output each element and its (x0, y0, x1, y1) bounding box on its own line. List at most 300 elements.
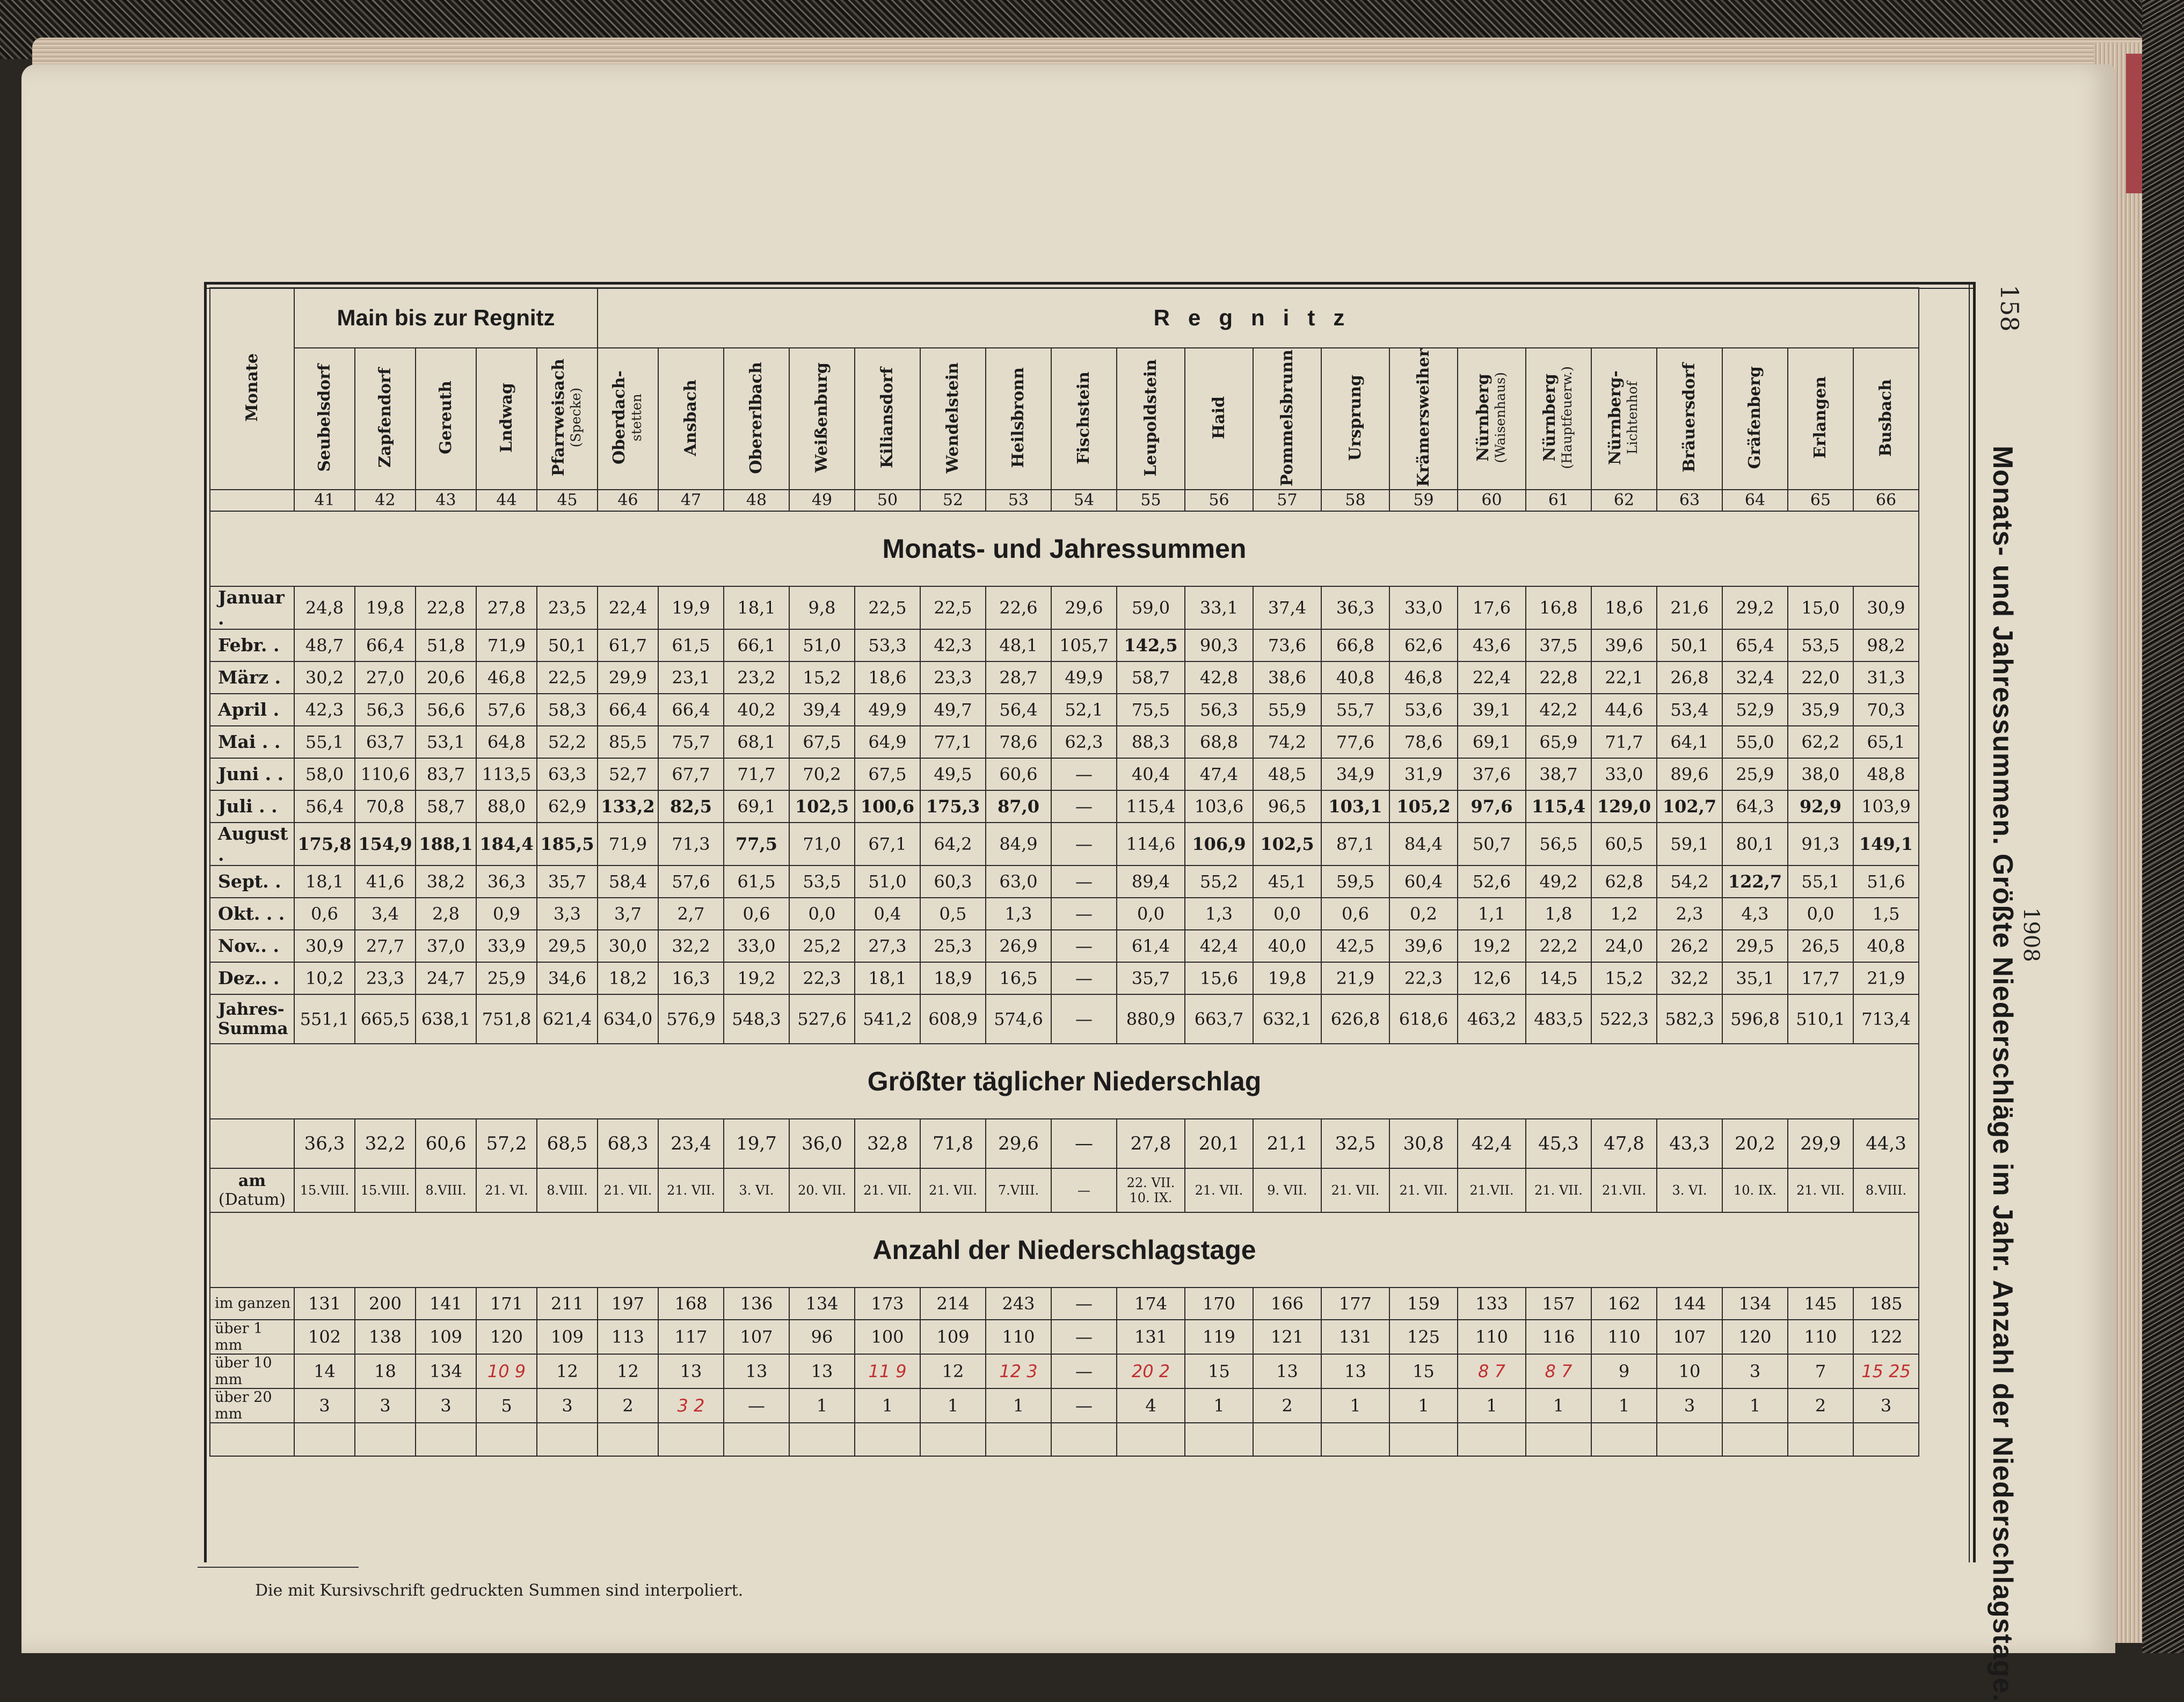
max-daily-value: 20,2 (1722, 1119, 1788, 1168)
max-daily-date: 8.VIII. (416, 1168, 476, 1212)
rain-days-value-annotated: 15 25 (1853, 1354, 1919, 1388)
table-tail-cell (416, 1423, 476, 1456)
month-value: 53,6 (1389, 694, 1458, 726)
month-value: 22,4 (598, 586, 658, 629)
month-value: 23,3 (920, 661, 986, 694)
station-name-text: Krämersweiher (1414, 348, 1433, 487)
annual-sum-value: 527,6 (789, 994, 855, 1044)
month-value: 34,9 (1321, 758, 1389, 790)
month-value: 28,7 (986, 661, 1051, 694)
rain-days-value: 3 (416, 1388, 476, 1423)
month-value: 0,5 (920, 898, 986, 930)
month-value: 0,6 (294, 898, 355, 930)
annual-sum-value: 665,5 (355, 994, 416, 1044)
station-name (682, 380, 700, 456)
max-daily-value: 20,1 (1185, 1119, 1253, 1168)
month-value: 71,9 (476, 629, 537, 661)
station-name-text: Nürnberg (1473, 374, 1493, 462)
station-header (1591, 348, 1657, 490)
month-value: 0,2 (1389, 898, 1458, 930)
table-row (210, 1288, 1919, 1320)
rain-days-value: 109 (416, 1320, 476, 1354)
station-name (1877, 379, 1895, 457)
station-number: 49 (789, 490, 855, 511)
station-name (498, 383, 515, 453)
station-name (944, 362, 962, 474)
month-value: 68,8 (1185, 726, 1253, 758)
rain-days-value: 125 (1389, 1320, 1458, 1354)
month-value: 35,1 (1722, 962, 1788, 994)
month-value: 49,7 (920, 694, 986, 726)
max-daily-date: — (1051, 1168, 1117, 1212)
month-value: 70,2 (789, 758, 855, 790)
table-tail-cell (1722, 1423, 1788, 1456)
month-value: 29,2 (1722, 586, 1788, 629)
month-value: 40,0 (1253, 930, 1321, 962)
station-name-text: Bräuersdorf (1680, 362, 1699, 472)
max-daily-value: — (1051, 1119, 1117, 1168)
rain-days-value: 14 (294, 1354, 355, 1388)
month-value: 113,5 (476, 758, 537, 790)
station-header (1526, 348, 1591, 490)
station-name (1607, 370, 1641, 465)
station-number: 54 (1051, 490, 1117, 511)
month-value: 42,2 (1526, 694, 1591, 726)
month-value: 35,9 (1788, 694, 1853, 726)
station-header (1051, 348, 1117, 490)
month-value: 24,7 (416, 962, 476, 994)
month-value: 103,1 (1321, 790, 1389, 823)
rain-days-value: 1 (1321, 1388, 1389, 1423)
month-value: 3,4 (355, 898, 416, 930)
month-value: 49,2 (1526, 865, 1591, 898)
month-label: Juli . . (210, 790, 294, 823)
station-number: 61 (1526, 490, 1591, 511)
rain-days-value: 10 (1657, 1354, 1722, 1388)
month-value: 48,7 (294, 629, 355, 661)
month-value: 42,3 (920, 629, 986, 661)
annual-sum-value: 582,3 (1657, 994, 1722, 1044)
rain-days-value: 116 (1526, 1320, 1591, 1354)
month-value: 96,5 (1253, 790, 1321, 823)
station-name-text: Zapfendorf (375, 368, 395, 468)
max-daily-value: 32,2 (355, 1119, 416, 1168)
month-value: 75,5 (1117, 694, 1185, 726)
station-name-text: Lndwag (497, 382, 516, 453)
rain-days-value: 174 (1117, 1288, 1185, 1320)
month-value: 1,3 (986, 898, 1051, 930)
rain-days-value: 2 (1788, 1388, 1853, 1423)
rain-days-value: 211 (537, 1288, 598, 1320)
table-row (210, 661, 1919, 694)
rain-days-value-annotated: 8 7 (1526, 1354, 1591, 1388)
max-daily-value: 71,8 (920, 1119, 986, 1168)
table-row (210, 758, 1919, 790)
month-value: 64,1 (1657, 726, 1722, 758)
station-number: 58 (1321, 490, 1389, 511)
station-name-text: Busbach (1876, 379, 1895, 457)
month-value: 1,3 (1185, 898, 1253, 930)
rain-days-value: 117 (658, 1320, 724, 1354)
month-value: 25,9 (1722, 758, 1788, 790)
month-value: 24,0 (1591, 930, 1657, 962)
month-value: 55,2 (1185, 865, 1253, 898)
rain-days-value-annotated: 10 9 (476, 1354, 537, 1388)
table-tail-cell (1458, 1423, 1526, 1456)
station-header (537, 348, 598, 490)
month-value: 105,7 (1051, 629, 1117, 661)
station-header (598, 348, 658, 490)
table-tail-cell (476, 1423, 537, 1456)
month-value: 57,6 (658, 865, 724, 898)
month-value: 87,1 (1321, 823, 1389, 865)
month-value: 39,1 (1458, 694, 1526, 726)
month-value: 58,0 (294, 758, 355, 790)
month-value: 61,5 (658, 629, 724, 661)
month-value: 37,4 (1253, 586, 1321, 629)
month-value: 22,4 (1458, 661, 1526, 694)
rain-days-value: 13 (658, 1354, 724, 1388)
station-name-text: Nürnberg- (1606, 370, 1625, 465)
month-value: 102,7 (1657, 790, 1722, 823)
station-header (355, 348, 416, 490)
station-header (476, 348, 537, 490)
station-number: 42 (355, 490, 416, 511)
table-tail-cell (294, 1423, 355, 1456)
month-label: August . (210, 823, 294, 865)
station-header (789, 348, 855, 490)
station-number: 60 (1458, 490, 1526, 511)
month-value: 149,1 (1853, 823, 1919, 865)
station-number: 56 (1185, 490, 1253, 511)
month-value: 71,7 (724, 758, 789, 790)
rain-days-label: über 10 mm (210, 1354, 294, 1388)
month-value: 52,1 (1051, 694, 1117, 726)
station-header (1458, 348, 1526, 490)
annual-label-1: Jahres- (218, 999, 285, 1019)
month-value: 66,4 (355, 629, 416, 661)
month-value: 21,6 (1657, 586, 1722, 629)
month-value: 22,5 (920, 586, 986, 629)
annual-sum-value: 621,4 (537, 994, 598, 1044)
month-value: 16,5 (986, 962, 1051, 994)
red-binding-edge (2126, 54, 2142, 193)
max-daily-value: 23,4 (658, 1119, 724, 1168)
month-value: 19,2 (724, 962, 789, 994)
rain-days-value: 110 (986, 1320, 1051, 1354)
month-value: 60,6 (986, 758, 1051, 790)
rain-days-value: 1 (789, 1388, 855, 1423)
month-value: 60,5 (1591, 823, 1657, 865)
month-value: 102,5 (789, 790, 855, 823)
month-value: 1,1 (1458, 898, 1526, 930)
month-value: 2,7 (658, 898, 724, 930)
month-value: 3,7 (598, 898, 658, 930)
month-value: 59,0 (1117, 586, 1185, 629)
section-monthly-title: Monats- und Jahressummen (210, 511, 1919, 586)
station-subname: Lichtenhof (1625, 381, 1640, 454)
annual-sum-value: — (1051, 994, 1117, 1044)
station-name (879, 367, 896, 468)
month-value: — (1051, 823, 1117, 865)
month-value: 25,2 (789, 930, 855, 962)
month-label: April . (210, 694, 294, 726)
rain-days-value: 100 (855, 1320, 920, 1354)
month-value: 77,6 (1321, 726, 1389, 758)
month-value: — (1051, 790, 1117, 823)
station-header (1657, 348, 1722, 490)
month-value: 67,5 (789, 726, 855, 758)
month-value: 2,3 (1657, 898, 1722, 930)
month-value: 175,8 (294, 823, 355, 865)
month-value: 55,0 (1722, 726, 1788, 758)
rain-days-value: 107 (724, 1320, 789, 1354)
month-value: 42,5 (1321, 930, 1389, 962)
station-subname: (Waisenhaus) (1492, 372, 1508, 463)
section-rain-days-title: Anzahl der Niederschlagstage (210, 1212, 1919, 1288)
month-value: 84,4 (1389, 823, 1458, 865)
month-value: 80,1 (1722, 823, 1788, 865)
month-value: 29,9 (598, 661, 658, 694)
rain-days-value: 134 (416, 1354, 476, 1388)
month-value: 73,6 (1253, 629, 1321, 661)
month-value: 15,6 (1185, 962, 1253, 994)
max-daily-date: 21. VII. (1185, 1168, 1253, 1212)
month-value: 102,5 (1253, 823, 1321, 865)
station-name-text: Gereuth (436, 381, 455, 455)
month-value: 19,2 (1458, 930, 1526, 962)
rain-days-value: 12 (598, 1354, 658, 1388)
month-value: 51,0 (855, 865, 920, 898)
month-value: 47,4 (1185, 758, 1253, 790)
month-value: 122,7 (1722, 865, 1788, 898)
station-number: 48 (724, 490, 789, 511)
month-value: 61,7 (598, 629, 658, 661)
month-value: 22,1 (1591, 661, 1657, 694)
station-header (986, 348, 1051, 490)
station-number: 41 (294, 490, 355, 511)
month-value: 90,3 (1185, 629, 1253, 661)
month-value: 39,6 (1591, 629, 1657, 661)
rain-days-value-annotated: 20 2 (1117, 1354, 1185, 1388)
max-daily-date: 21. VII. (1526, 1168, 1591, 1212)
rain-days-value: 1 (1722, 1388, 1788, 1423)
rain-days-value: 185 (1853, 1288, 1919, 1320)
group-regnitz: Regnitz (598, 288, 1919, 348)
station-name (813, 362, 831, 472)
month-value: 22,3 (1389, 962, 1458, 994)
station-header (724, 348, 789, 490)
table-tail-cell (1657, 1423, 1722, 1456)
month-label: Nov.. . (210, 930, 294, 962)
rain-days-value: 168 (658, 1288, 724, 1320)
table-tail-cell (920, 1423, 986, 1456)
rain-days-value: 110 (1458, 1320, 1526, 1354)
month-value: 46,8 (476, 661, 537, 694)
page-number: 158 (1995, 285, 2024, 332)
max-daily-date: 21.VII. (1458, 1168, 1526, 1212)
station-name-text: Seubelsdorf (315, 363, 334, 472)
month-value: 55,1 (294, 726, 355, 758)
month-value: 68,1 (724, 726, 789, 758)
max-daily-value: 47,8 (1591, 1119, 1657, 1168)
month-value: 38,2 (416, 865, 476, 898)
month-value: 27,3 (855, 930, 920, 962)
month-value: 22,2 (1526, 930, 1591, 962)
month-value: 62,6 (1389, 629, 1458, 661)
station-header (294, 348, 355, 490)
rain-days-value: — (1051, 1388, 1117, 1423)
rain-days-value: 173 (855, 1288, 920, 1320)
month-value: 44,6 (1591, 694, 1657, 726)
month-value: 30,0 (598, 930, 658, 962)
month-value: 70,3 (1853, 694, 1919, 726)
rain-days-value: 243 (986, 1288, 1051, 1320)
annual-sum-label (210, 994, 294, 1044)
station-number: 47 (658, 490, 724, 511)
rain-days-value: 2 (598, 1388, 658, 1423)
month-value: 25,3 (920, 930, 986, 962)
rain-days-value: 3 (1853, 1388, 1919, 1423)
month-value: 66,4 (598, 694, 658, 726)
month-value: 62,3 (1051, 726, 1117, 758)
station-name-text: Erlangen (1811, 376, 1830, 459)
rain-days-value: 121 (1253, 1320, 1321, 1354)
month-value: 40,2 (724, 694, 789, 726)
month-value: 4,3 (1722, 898, 1788, 930)
max-daily-date: 22. VII. 10. IX. (1117, 1168, 1185, 1212)
rain-days-value-annotated: 3 2 (658, 1388, 724, 1423)
month-value: 23,1 (658, 661, 724, 694)
month-value: 115,4 (1526, 790, 1591, 823)
table-row (210, 790, 1919, 823)
rain-days-value: 15 (1389, 1354, 1458, 1388)
month-value: 64,3 (1722, 790, 1788, 823)
month-value: 22,3 (789, 962, 855, 994)
month-value: 64,9 (855, 726, 920, 758)
rain-days-value: 13 (724, 1354, 789, 1388)
rain-days-value-annotated: 12 3 (986, 1354, 1051, 1388)
annual-sum-value: 522,3 (1591, 994, 1657, 1044)
rain-days-label: über 1 mm (210, 1320, 294, 1354)
max-daily-value: 45,3 (1526, 1119, 1591, 1168)
station-number: 57 (1253, 490, 1321, 511)
month-value: 33,9 (476, 930, 537, 962)
month-value: 56,3 (355, 694, 416, 726)
month-value: 31,9 (1389, 758, 1458, 790)
month-value: 64,8 (476, 726, 537, 758)
table-tail-cell (1051, 1423, 1117, 1456)
rain-days-value: 171 (476, 1288, 537, 1320)
month-value: 56,6 (416, 694, 476, 726)
table-tail-cell (1389, 1423, 1458, 1456)
rain-days-value: 12 (920, 1354, 986, 1388)
station-number: 52 (920, 490, 986, 511)
station-name (1279, 350, 1296, 486)
month-value: — (1051, 865, 1117, 898)
max-daily-date: 10. IX. (1722, 1168, 1788, 1212)
month-value: 16,8 (1526, 586, 1591, 629)
station-number-blank (210, 490, 294, 511)
table-row (210, 898, 1919, 930)
max-daily-date: 21. VII. (1788, 1168, 1853, 1212)
month-value: 142,5 (1117, 629, 1185, 661)
month-value: 57,6 (476, 694, 537, 726)
month-value: 50,1 (537, 629, 598, 661)
group-main-bis-zur-regnitz: Main bis zur Regnitz (294, 288, 598, 348)
rain-days-value: 15 (1185, 1354, 1253, 1388)
max-daily-date: 15.VIII. (294, 1168, 355, 1212)
month-value: 49,9 (1051, 661, 1117, 694)
month-value: 106,9 (1185, 823, 1253, 865)
month-value: 67,7 (658, 758, 724, 790)
month-label: Juni . . (210, 758, 294, 790)
month-value: 78,6 (1389, 726, 1458, 758)
month-value: 188,1 (416, 823, 476, 865)
month-value: 58,7 (416, 790, 476, 823)
station-number: 44 (476, 490, 537, 511)
station-number: 46 (598, 490, 658, 511)
rain-days-value: 120 (476, 1320, 537, 1354)
max-daily-date-label (210, 1168, 294, 1212)
station-name (1075, 372, 1093, 464)
station-subname: (Specke) (567, 388, 584, 448)
annual-sum-value: 463,2 (1458, 994, 1526, 1044)
month-value: 33,0 (1389, 586, 1458, 629)
table-tail-cell (1321, 1423, 1389, 1456)
rain-days-value: 3 (1657, 1388, 1722, 1423)
month-value: 77,5 (724, 823, 789, 865)
station-name-text: Haid (1209, 396, 1228, 439)
rain-days-value: 214 (920, 1288, 986, 1320)
rain-days-value-annotated: 8 7 (1458, 1354, 1526, 1388)
month-value: 55,7 (1321, 694, 1389, 726)
month-value: 35,7 (1117, 962, 1185, 994)
rain-days-value: 170 (1185, 1288, 1253, 1320)
month-value: 129,0 (1591, 790, 1657, 823)
station-name (1746, 366, 1764, 469)
annual-sum-value: 541,2 (855, 994, 920, 1044)
month-value: 17,6 (1458, 586, 1526, 629)
month-value: 53,5 (789, 865, 855, 898)
month-value: 14,5 (1526, 962, 1591, 994)
month-value: 22,5 (537, 661, 598, 694)
month-value: 38,7 (1526, 758, 1591, 790)
month-value: 114,6 (1117, 823, 1185, 865)
month-value: 1,2 (1591, 898, 1657, 930)
rain-days-label: im ganzen (210, 1288, 294, 1320)
month-value: 62,8 (1591, 865, 1657, 898)
month-value: — (1051, 930, 1117, 962)
rain-days-value: 4 (1117, 1388, 1185, 1423)
rain-days-value: 159 (1389, 1288, 1458, 1320)
station-header (1722, 348, 1788, 490)
month-label: Okt. . . (210, 898, 294, 930)
month-value: 175,3 (920, 790, 986, 823)
max-daily-value: 29,9 (1788, 1119, 1853, 1168)
rain-days-value: — (724, 1388, 789, 1423)
station-name (1681, 363, 1698, 472)
table-row (210, 865, 1919, 898)
station-subname: (Hauptfeuerw.) (1559, 366, 1575, 469)
rain-days-value: 197 (598, 1288, 658, 1320)
rain-days-value: 1 (1591, 1388, 1657, 1423)
max-daily-value: 19,7 (724, 1119, 789, 1168)
max-daily-value: 68,3 (598, 1119, 658, 1168)
table-tail-cell (1117, 1423, 1185, 1456)
table-tail-cell (1591, 1423, 1657, 1456)
month-value: 92,9 (1788, 790, 1853, 823)
